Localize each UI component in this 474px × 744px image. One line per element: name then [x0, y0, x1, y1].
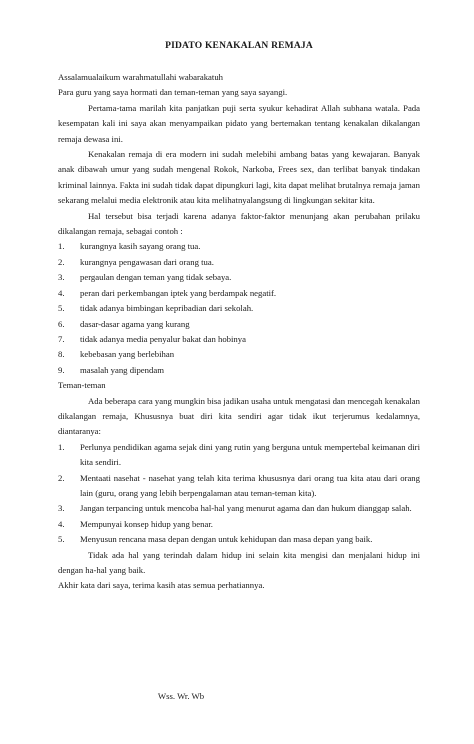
- list-number: 5.: [58, 303, 65, 314]
- list-number: 5.: [58, 534, 65, 545]
- list-item: [58, 239, 420, 254]
- list-number: 9.: [58, 364, 65, 375]
- list-number: 1.: [58, 241, 65, 252]
- list-item: [58, 270, 420, 285]
- list-item: [58, 301, 420, 316]
- list-text: pergaulan dengan teman yang tidak sebaya.: [80, 272, 232, 283]
- list-number: 2.: [58, 472, 65, 483]
- audience-address: Para guru yang saya hormati dan teman-teman yang saya sayangi.: [58, 87, 288, 98]
- document-title: PIDATO KENAKALAN REMAJA: [165, 41, 313, 51]
- list-text: Mempunyai konsep hidup yang benar.: [80, 518, 213, 529]
- list-item: [58, 347, 420, 362]
- list-text: Menyusun rencana masa depan dengan untuk kehidupan dan masa depan yang baik.: [80, 534, 373, 545]
- list-text: dasar-dasar agama yang kurang: [80, 318, 190, 329]
- closing-line: Akhir kata dari saya, terima kasih atas semua perhatiannya.: [58, 580, 265, 591]
- list-item: [58, 363, 420, 378]
- list-number: 8.: [58, 349, 65, 360]
- paragraph-causes-intro: Hal tersebut bisa terjadi karena adanya faktor-faktor menunjang akan perubahan prilaku dikalangan remaja, sebagai contoh :: [58, 210, 420, 237]
- list-item: [58, 532, 420, 547]
- document-page: [58, 40, 420, 594]
- causes-list: [58, 239, 420, 378]
- list-text: masalah yang dipendam: [80, 364, 164, 375]
- list-number: 1.: [58, 441, 65, 452]
- list-number: 3.: [58, 503, 65, 514]
- list-number: 2.: [58, 256, 65, 267]
- list-item: [58, 332, 420, 347]
- list-number: 4.: [58, 518, 65, 529]
- paragraph-closing: Tidak ada hal yang terindah dalam hidup ini selain kita mengisi dan menjalani hidup ini dengan ha-hal yang baik.: [58, 549, 420, 575]
- list-item: [58, 517, 420, 532]
- list-number: 4.: [58, 287, 65, 298]
- list-item: [58, 255, 420, 270]
- list-text: kurangnya pengawasan dari orang tua.: [80, 256, 214, 267]
- paragraph-solutions-intro: Ada beberapa cara yang mungkin bisa jadikan usaha untuk mengatasi dan mencegah kenakalan dikalangan remaja, Khususnya buat diri kita sendiri agar tidak ikut terjerumus kedalamnya, diantaranya:: [58, 395, 420, 437]
- list-item: [58, 501, 420, 516]
- list-number: 3.: [58, 272, 65, 283]
- list-item: [58, 286, 420, 301]
- audience-address-2: Teman-teman: [58, 380, 106, 391]
- list-text: Jangan terpancing untuk mencoba hal-hal yang menurut agama dan dan hukum dianggap salah.: [80, 503, 412, 514]
- paragraph-problem: Kenakalan remaja di era modern ini sudah melebihi ambang batas yang kewajaran. Banyak anak dibawah umur yang sudah mengenal Rokok, Narkoba, Frees sex, dan terlibat banyak tindakan kriminal lainnya. Fakta ini sudah tidak dapat dipungkuri lagi, kita dapat melihat brutalnya remaja jaman sekarang melalui media elektronik atau kita melihatnyalangsung di lingkungan sekitar kita.: [58, 149, 420, 206]
- solutions-list: [58, 440, 420, 548]
- list-text: peran dari perkembangan iptek yang berdampak negatif.: [80, 287, 277, 298]
- list-text: Perlunya pendidikan agama sejak dini yang rutin yang berguna untuk mempertebal keimanan diri kita sendiri.: [80, 441, 420, 468]
- list-text: kurangnya kasih sayang orang tua.: [80, 241, 201, 252]
- paragraph-opening: Pertama-tama marilah kita panjatkan puji serta syukur kehadirat Allah subhana watala. Pada kesempatan kali ini saya akan menyampaikan pidato yang bertemakan tentang kenakalan dikalangan remaja dewasa ini.: [58, 102, 420, 144]
- list-text: tidak adanya bimbingan kepribadian dari sekolah.: [80, 303, 254, 314]
- list-number: 7.: [58, 333, 65, 344]
- greeting: Assalamualaikum warahmatullahi wabarakatuh: [58, 72, 224, 82]
- list-item: [58, 440, 420, 471]
- list-text: Mentaati nasehat - nasehat yang telah kita terima khususnya dari orang tua kita atau dari orang lain (guru, orang yang lebih berpengalaman atau teman-teman kita).: [80, 472, 420, 498]
- list-text: kebebasan yang berlebihan: [80, 349, 175, 360]
- signoff: Wss. Wr. Wb: [157, 691, 205, 701]
- list-item: [58, 471, 420, 502]
- list-number: 6.: [58, 318, 65, 329]
- list-text: tidak adanya media penyalur bakat dan hobinya: [80, 333, 246, 344]
- list-item: [58, 317, 420, 332]
